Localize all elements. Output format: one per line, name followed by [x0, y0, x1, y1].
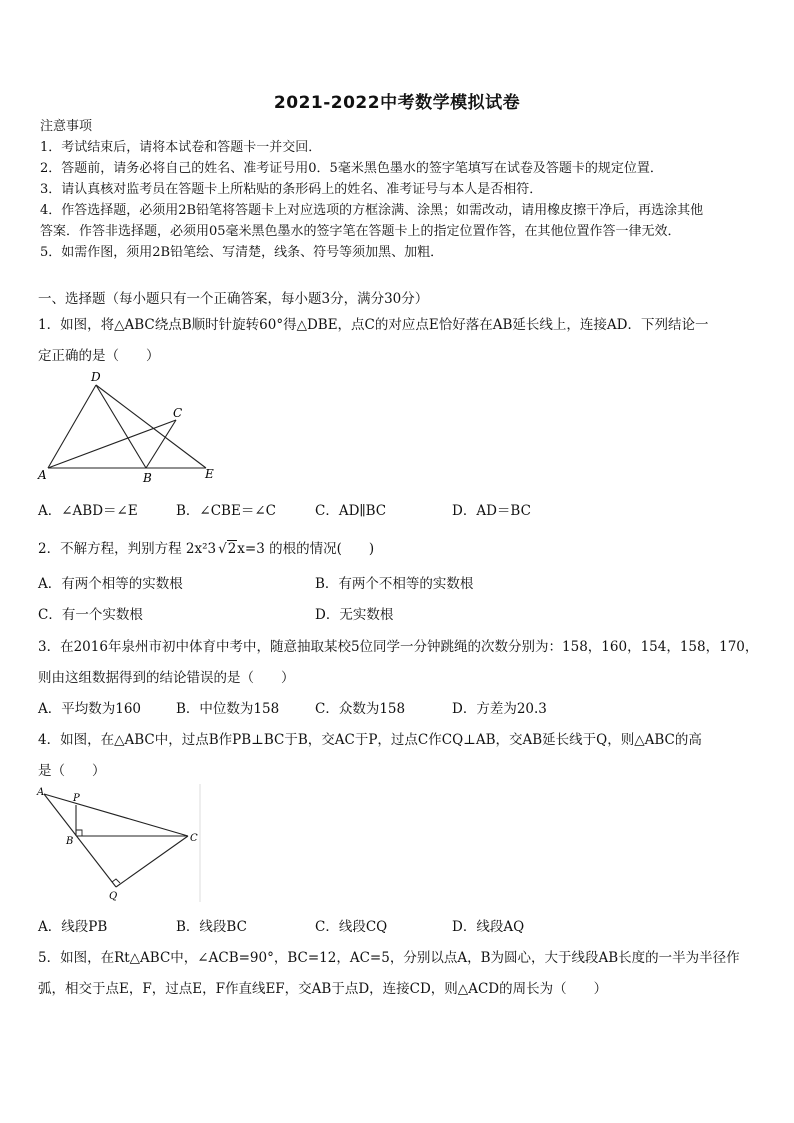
notice-item: 2．答题前，请务必将自己的姓名、准考证号用0．5毫米黑色墨水的签字笔填写在试卷及答题卡的规定位置．	[40, 161, 663, 176]
section-heading: 一、选择题（每小题只有一个正确答案，每小题3分，满分30分）	[38, 291, 429, 307]
question-1-figure	[36, 368, 226, 486]
question-4-option-b[interactable]: B．线段BC	[176, 919, 247, 935]
point-label-q: Q	[109, 891, 118, 902]
question-4-option-c[interactable]: C．线段CQ	[315, 919, 388, 935]
question-2-text	[38, 537, 374, 557]
question-2-option-a[interactable]: A．有两个相等的实数根	[38, 576, 183, 592]
point-label-b: B	[143, 471, 152, 485]
question-3-text: 则由这组数据得到的结论错误的是（ ）	[38, 670, 295, 686]
question-3-option-c[interactable]: C．众数为158	[315, 701, 406, 717]
question-1-option-d[interactable]: D．AD＝BC	[452, 503, 531, 519]
point-label-c: C	[173, 406, 183, 420]
question-3-option-a[interactable]: A．平均数为160	[38, 701, 142, 717]
notice-item: 答案．作答非选择题，必须用05毫米黑色墨水的签字笔在答题卡上的指定位置作答，在其他位置作答一律无效．	[40, 224, 681, 239]
question-2-pre: 2．不解方程，判别方程 2x²3	[38, 541, 217, 557]
point-label-a: A	[37, 787, 45, 798]
question-2-option-b[interactable]: B．有两个不相等的实数根	[315, 576, 474, 592]
question-1-option-b[interactable]: B．∠CBE＝∠C	[176, 503, 276, 519]
question-1-option-c[interactable]: C．AD∥BC	[315, 503, 387, 519]
question-2-option-c[interactable]: C．有一个实数根	[38, 607, 143, 623]
point-label-e: E	[205, 467, 214, 481]
notice-item: 3．请认真核对监考员在答题卡上所粘贴的条形码上的姓名、准考证号与本人是否相符．	[40, 182, 543, 197]
point-label-b: B	[66, 836, 74, 847]
point-label-a: A	[38, 468, 47, 482]
question-1-text: 1．如图，将△ABC绕点B顺时针旋转60°得△DBE，点C的对应点E恰好落在AB延长线上，连接AD．下列结论一	[38, 317, 709, 333]
notice-item: 5．如需作图，须用2B铅笔绘、写清楚，线条、符号等须加黑、加粗．	[40, 245, 444, 260]
point-label-c: C	[190, 833, 198, 844]
question-4-text: 4．如图，在△ABC中，过点B作PB⊥BC于B，交AC于P，过点C作CQ⊥AB，交AB延长线于Q，则△ABC的高	[38, 732, 702, 748]
notice-heading: 注意事项	[40, 119, 93, 134]
sqrt-sign: √	[218, 541, 227, 557]
question-2-option-d[interactable]: D．无实数根	[315, 607, 394, 623]
question-1-text: 定正确的是（ ）	[38, 348, 160, 364]
question-1-option-a[interactable]: A．∠ABD＝∠E	[38, 503, 138, 519]
question-5-text: 5．如图，在Rt△ABC中，∠ACB=90°，BC=12，AC=5，分别以点A，B为圆心，大于线段AB长度的一半为半径作	[38, 950, 740, 966]
point-label-d: D	[91, 370, 101, 384]
question-4-text: 是（ ）	[38, 763, 106, 779]
notice-item: 1．考试结束后，请将本试卷和答题卡一并交回．	[40, 140, 322, 155]
question-4-option-a[interactable]: A．线段PB	[38, 919, 108, 935]
notice-item: 4．作答选择题，必须用2B铅笔将答题卡上对应选项的方框涂满、涂黑；如需改动，请用橡皮擦干净后，再选涂其他	[40, 203, 704, 218]
question-2-post: x=3 的根的情况( )	[237, 541, 375, 557]
page-title: 2021-2022中考数学模拟试卷	[273, 93, 521, 113]
question-3-option-b[interactable]: B．中位数为158	[176, 701, 280, 717]
question-4-figure	[36, 784, 206, 902]
sqrt-radicand: 2	[227, 541, 237, 557]
question-5-text: 弧，相交于点E，F，过点E，F作直线EF，交AB于点D，连接CD，则△ACD的周长为（ ）	[38, 981, 608, 997]
point-label-p: P	[73, 793, 80, 804]
question-4-option-d[interactable]: D．线段AQ	[452, 919, 525, 935]
question-3-option-d[interactable]: D．方差为20.3	[452, 701, 547, 717]
question-3-text: 3．在2016年泉州市初中体育中考中，随意抽取某校5位同学一分钟跳绳的次数分别为：158，160，154，158，170，	[38, 639, 759, 655]
